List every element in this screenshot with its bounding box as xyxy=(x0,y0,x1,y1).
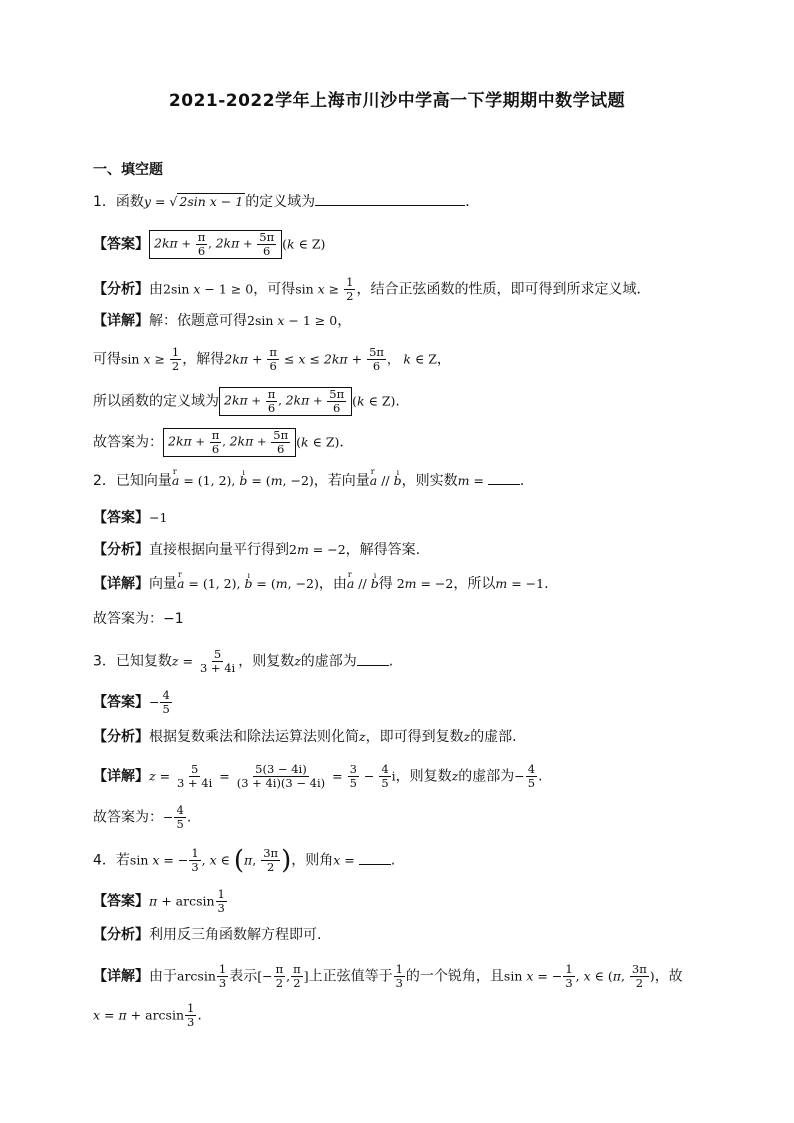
q1-analysis: 【分析】由2sin x − 1 ≥ 0，可得sin x ≥ $\frac{1}{2}$ ，结合正弦函数的性质，即可得到所求定义域． xyxy=(93,275,651,303)
q4-analysis: 【分析】利用反三角函数解方程即可. xyxy=(93,927,322,943)
q3-final: 故答案为：− $\frac{4}{5}$ . xyxy=(93,803,192,831)
q1-detail-2: 可得sin x ≥ $\frac{1}{2}$ ，解得2kπ + $\frac{\pi}{6}$ ≤ x ≤ 2kπ + $\frac{5\pi}{6}$ ， k ∈ Z， xyxy=(93,345,451,373)
q3-detail: 【详解】z = $\frac{5}{3 + 4i}$ = $\frac{5(3 - 4i)}{(3 + 4i)(3 - 4i)}$ = $\frac{3}{5}$ − $\frac{4}{5}$ i，则复数z的虚部为− $\frac{4}{5}$ . xyxy=(93,762,543,790)
question-2: 2．已知向量r a = (1, 2), ı b = (m, −2)，若向量r a // ı b，则实数m = . xyxy=(93,471,524,491)
q3-answer: 【答案】− $\frac{4}{5}$ xyxy=(93,688,170,716)
question-4: 4．若sin x = − $\frac{1}{3}$ , x ∈ (π, $\frac{3\pi}{2}$ )，则角x = . xyxy=(93,845,396,876)
question-1: 1．函数y = √ 2sin x − 1 的定义域为 ． xyxy=(93,194,480,210)
q4-detail-result: x = π + arcsin $\frac{1}{3}$ . xyxy=(93,1001,202,1029)
question-3: 3．已知复数z = $\frac{5}{3 + 4i}$ ，则复数z的虚部为 . xyxy=(93,647,394,675)
q1-detail-3: 所以函数的定义域为 2kπ + $\frac{\pi}{6}$ , 2kπ + $\frac{5\pi}{6}$ (k ∈ Z). xyxy=(93,387,400,415)
q2-final: 故答案为：−1 xyxy=(93,611,184,627)
section-heading: 一、填空题 xyxy=(93,162,163,178)
q1-answer: 【答案】 2kπ + $\frac{\pi}{6}$ , 2kπ + $\frac{5\pi}{6}$ (k ∈ Z) xyxy=(93,230,326,258)
q2-analysis: 【分析】直接根据向量平行得到2m = −2，解得答案. xyxy=(93,542,421,558)
q4-detail: 【详解】由于arcsin $\frac{1}{3}$ 表示[− $\frac{\pi}{2}$ , $\frac{\pi}{2}$ ]上正弦值等于 $\frac{1}{3}$ 的一个锐角，且sin x = − $\frac{1}{3}$ , x ∈ (π, $\frac{3\pi}{2}$ )，故 xyxy=(93,962,683,990)
q4-answer: 【答案】π + arcsin $\frac{1}{3}$ xyxy=(93,887,225,915)
q2-answer: 【答案】−1 xyxy=(93,510,168,526)
page-title: 2021-2022学年上海市川沙中学高一下学期期中数学试题 xyxy=(168,91,626,111)
q2-detail: 【详解】向量r a = (1, 2), ı b = (m, −2)，由r a // ı b得 2m = −2，所以m = −1. xyxy=(93,574,549,594)
q1-final: 故答案为： 2kπ + $\frac{\pi}{6}$ , 2kπ + $\frac{5\pi}{6}$ (k ∈ Z)． xyxy=(93,428,354,456)
q3-analysis: 【分析】根据复数乘法和除法运算法则化简z，即可得到复数z的虚部. xyxy=(93,729,517,745)
q1-detail-1: 【详解】解：依题意可得2sin x − 1 ≥ 0， xyxy=(93,313,352,329)
